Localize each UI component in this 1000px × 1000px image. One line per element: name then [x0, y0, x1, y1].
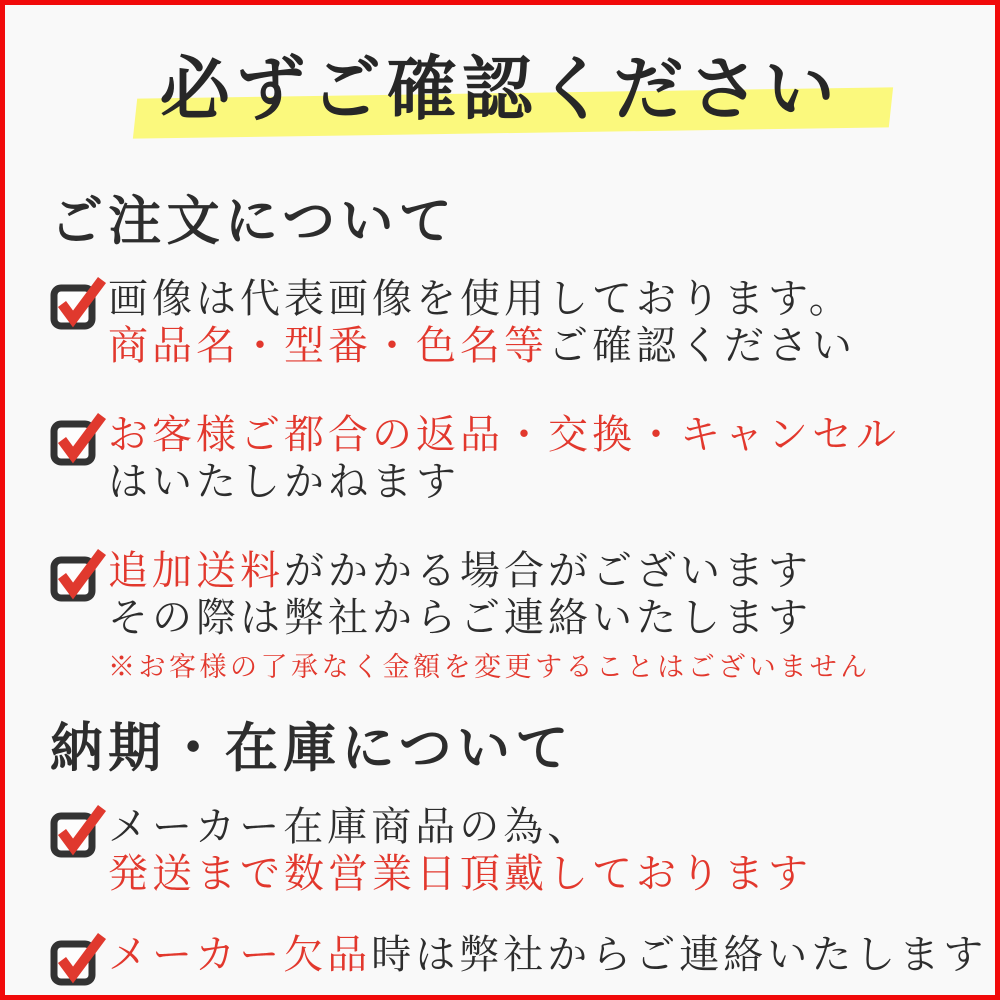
page-title: 必ずご確認ください	[159, 52, 841, 129]
notice-line-emphasis: 追加送料	[108, 548, 284, 594]
notice-line: がかかる場合がございます	[284, 548, 812, 594]
checkbox-checked-icon	[50, 275, 108, 329]
checklist-item-extra-shipping	[50, 547, 950, 684]
notice-line: ご確認ください	[548, 323, 856, 369]
checkbox-checked-icon	[50, 803, 108, 857]
notice-line: メーカー在庫商品の為、	[108, 803, 592, 849]
checklist-item-maker-shortage	[50, 931, 988, 985]
notice-line-emphasis: お客様ご都合の返品・交換・キャンセル	[108, 412, 900, 458]
section-heading-order: ご注文について	[50, 193, 458, 251]
item-text	[108, 931, 988, 978]
notice-line: はいたしかねます	[108, 459, 460, 505]
notice-footnote: ※お客様の了承なく金額を変更することはございません	[108, 652, 871, 683]
notice-line-emphasis: 商品名・型番・色名等	[108, 323, 548, 369]
section-heading-stock: 納期・在庫について	[50, 720, 574, 779]
checkbox-checked-icon	[50, 931, 108, 985]
item-text	[108, 803, 950, 897]
notice-content	[5, 5, 995, 985]
checkbox-checked-icon	[50, 547, 108, 601]
checklist-item-maker-stock	[50, 803, 950, 897]
item-text	[108, 411, 950, 505]
notice-line-emphasis: 発送まで数営業日頂戴しております	[108, 850, 812, 896]
checklist-item-representative-image	[50, 275, 950, 369]
item-text	[108, 547, 950, 684]
checkbox-checked-icon	[50, 411, 108, 465]
notice-line-emphasis: メーカー欠品	[108, 931, 372, 977]
checklist-item-no-returns	[50, 411, 950, 505]
title-banner	[50, 41, 950, 143]
notice-line: 時は弊社からご連絡いたします	[371, 931, 988, 977]
notice-line: その際は弊社からご連絡いたします	[108, 595, 812, 641]
notice-line: 画像は代表画像を使用しております。	[108, 276, 853, 322]
item-text	[108, 275, 950, 369]
